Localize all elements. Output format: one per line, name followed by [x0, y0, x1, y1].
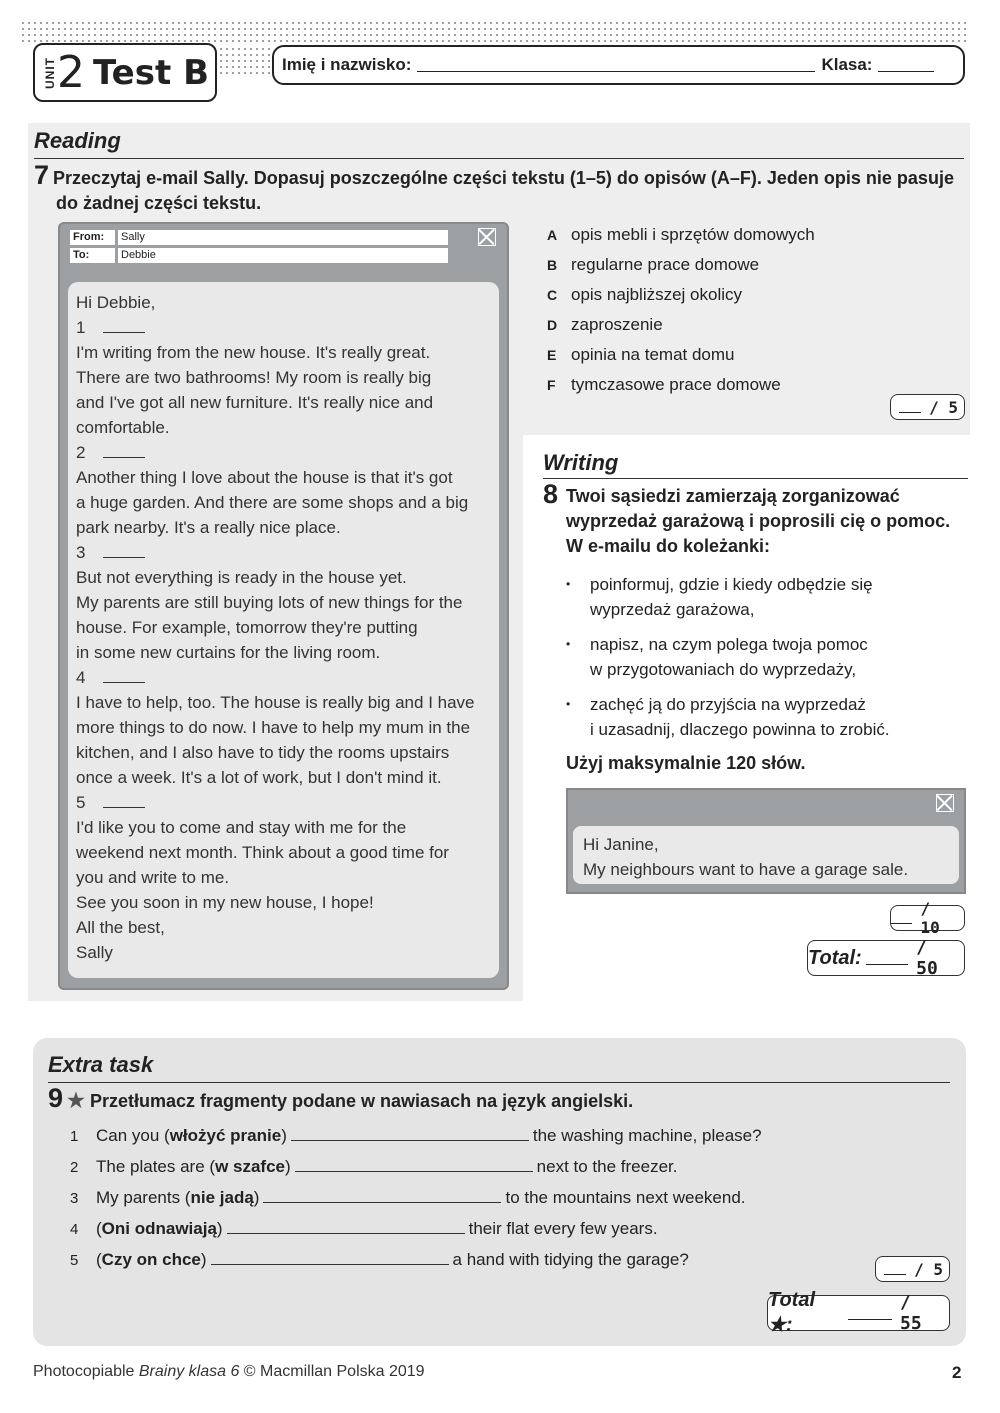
email-line: and I've got all new furniture. It's really nice and	[76, 393, 434, 412]
from-field: Sally	[118, 230, 448, 245]
email-line: I have to help, too. The house is really big and I have	[76, 693, 475, 712]
instruction-line: W e-mailu do koleżanki:	[566, 536, 771, 556]
polish-phrase: Czy on chce	[101, 1250, 201, 1269]
bullet-line: i uzasadnij, dlaczego powinna to zrobić.	[590, 720, 890, 739]
item-paren: )	[281, 1126, 287, 1145]
total-label: Total:	[808, 946, 862, 969]
score-max: / 5	[914, 1259, 943, 1279]
item-number: 4	[70, 1221, 79, 1238]
bullet-item	[566, 632, 966, 682]
bullet-line: • napisz, na czym polega twoja pomoc	[590, 635, 868, 654]
unit-badge	[33, 43, 217, 102]
part-number: 2	[76, 443, 86, 462]
writing-bullets	[566, 572, 966, 752]
instruction-line: wyprzedaż garażową i poprosili cię o pomoc.	[566, 511, 951, 531]
total-box	[767, 1289, 950, 1336]
item-suffix: to the mountains next weekend.	[505, 1188, 746, 1207]
from-label: From:	[70, 230, 115, 245]
answer-line[interactable]	[263, 1193, 501, 1203]
student-info-box	[272, 45, 965, 85]
part-number: 5	[76, 793, 86, 812]
option-item	[547, 340, 815, 370]
item-paren: )	[216, 1219, 223, 1238]
bullet-item	[566, 692, 966, 742]
total-max: / 55	[900, 1292, 922, 1334]
divider	[48, 1082, 950, 1083]
footer-text: Photocopiable	[33, 1363, 139, 1380]
answer-line[interactable]	[291, 1131, 529, 1141]
bullet-item	[566, 572, 966, 622]
email-line: more things to do now. I have to help my mum in the	[76, 718, 471, 737]
item-prefix: (	[96, 1250, 102, 1269]
part-number-row	[76, 315, 491, 340]
option-text: tymczasowe prace domowe	[571, 375, 781, 394]
polish-phrase: w szafce	[215, 1157, 285, 1176]
score-box	[890, 899, 965, 937]
unit-label: UNIT	[43, 56, 57, 89]
footer-text: © Macmillan Polska 2019	[239, 1363, 425, 1380]
option-letter: E	[547, 347, 557, 363]
polish-phrase: włożyć pranie	[169, 1126, 282, 1145]
part-number-row	[76, 790, 491, 815]
email-line: My neighbours want to have a garage sale.	[583, 860, 909, 879]
name-label: Imię i nazwisko:	[282, 55, 412, 74]
task-7-instruction	[34, 160, 954, 216]
answer-blank[interactable]	[103, 673, 145, 683]
instruction-text: Przetłumacz fragmenty podane w nawiasach na język angielski.	[89, 1091, 634, 1111]
extra-heading: Extra task	[48, 1052, 154, 1077]
translation-items	[70, 1121, 762, 1276]
total-box	[807, 937, 965, 979]
translation-item	[70, 1245, 762, 1276]
translation-item	[70, 1183, 762, 1214]
email-line: comfortable.	[76, 418, 170, 437]
close-icon[interactable]	[478, 228, 496, 246]
name-field[interactable]	[417, 58, 815, 72]
closing-line: Sally	[76, 943, 113, 962]
option-text: regularne prace domowe	[571, 255, 760, 274]
email-line: My parents are still buying lots of new things for the	[76, 593, 463, 612]
item-prefix: The plates are (	[96, 1157, 216, 1176]
email-line: I'd like you to come and stay with me for the	[76, 818, 407, 837]
item-number: 2	[70, 1159, 79, 1176]
item-paren: )	[285, 1157, 291, 1176]
option-text: opinia na temat domu	[571, 345, 735, 364]
option-text: opis najbliższej okolicy	[571, 285, 743, 304]
option-letter: C	[547, 287, 558, 303]
option-item	[547, 220, 815, 250]
email-line: in some new curtains for the living room.	[76, 643, 381, 662]
book-title: Brainy klasa 6	[138, 1363, 240, 1380]
translation-item	[70, 1214, 762, 1245]
task-8-instruction	[543, 479, 951, 559]
to-field: Debbie	[118, 248, 448, 263]
test-title: Test B	[93, 52, 209, 93]
email-line: Another thing I love about the house is that it's got	[76, 468, 453, 487]
item-paren: )	[253, 1188, 260, 1207]
email-line: house. For example, tomorrow they're putting	[76, 618, 418, 637]
option-item	[547, 280, 815, 310]
divider	[543, 478, 968, 479]
email-line: a huge garden. And there are some shops and a big	[76, 493, 469, 512]
task-9-instruction	[48, 1083, 634, 1114]
email-line: I'm writing from the new house. It's really great.	[76, 343, 431, 362]
part-number-row	[76, 540, 491, 565]
total-max: / 50	[916, 937, 938, 979]
page-number: 2	[952, 1363, 962, 1382]
option-item	[547, 370, 815, 400]
email-line: Hi Janine,	[583, 835, 659, 854]
bullet-line: wyprzedaż garażowa,	[590, 600, 755, 619]
answer-line[interactable]	[227, 1224, 465, 1234]
item-paren: )	[200, 1250, 207, 1269]
translation-item	[70, 1121, 762, 1152]
option-item	[547, 250, 815, 280]
item-suffix: their flat every few years.	[468, 1219, 658, 1238]
email-line: you and write to me.	[76, 868, 230, 887]
to-label: To:	[70, 248, 115, 263]
reply-email-body[interactable]	[573, 826, 959, 884]
word-limit: Użyj maksymalnie 120 słów.	[566, 753, 806, 773]
options-list	[547, 220, 815, 400]
footer-copyright	[33, 1363, 425, 1381]
translation-item	[70, 1152, 762, 1183]
email-line: kitchen, and I also have to tidy the rooms upstairs	[76, 743, 450, 762]
score-max: / 5	[929, 397, 958, 417]
star-icon: ★	[67, 1090, 85, 1112]
answer-blank[interactable]	[103, 323, 145, 333]
close-icon[interactable]	[936, 794, 954, 812]
bullet-line: • poinformuj, gdzie i kiedy odbędzie się	[590, 575, 873, 594]
option-letter: D	[547, 317, 558, 333]
score-box	[890, 394, 965, 420]
instruction-line: Twoi sąsiedzi zamierzają zorganizować	[566, 486, 900, 506]
option-text: zaproszenie	[571, 315, 663, 334]
answer-line[interactable]	[211, 1255, 449, 1265]
task-number: 8	[543, 479, 559, 509]
divider	[34, 158, 964, 159]
part-number-row	[76, 440, 491, 465]
item-prefix: Can you (	[96, 1126, 170, 1145]
bullet-line: • zachęć ją do przyjścia na wyprzedaż	[590, 695, 866, 714]
answer-blank[interactable]	[103, 448, 145, 458]
score-box	[875, 1256, 950, 1282]
option-text: opis mebli i sprzętów domowych	[571, 225, 815, 244]
reading-heading: Reading	[34, 128, 121, 153]
email-line: There are two bathrooms! My room is really big	[76, 368, 432, 387]
decorative-dots	[218, 46, 274, 78]
answer-blank[interactable]	[103, 548, 145, 558]
option-letter: F	[547, 377, 556, 393]
reply-email-window	[566, 788, 966, 894]
email-line: weekend next month. Think about a good time for	[76, 843, 449, 862]
unit-number: 2	[57, 46, 85, 98]
email-body	[68, 282, 499, 978]
option-item	[547, 310, 815, 340]
item-number: 1	[70, 1128, 79, 1145]
part-number-row	[76, 665, 491, 690]
score-max: / 10	[920, 899, 940, 937]
email-line: once a week. It's a lot of work, but I don't mind it.	[76, 768, 442, 787]
greeting: Hi Debbie,	[76, 293, 156, 312]
task-number: 7	[34, 160, 50, 190]
polish-phrase: nie jadą	[190, 1188, 254, 1207]
option-letter: A	[547, 227, 558, 243]
writing-heading: Writing	[543, 450, 619, 475]
class-label: Klasa:	[821, 55, 873, 74]
answer-line[interactable]	[295, 1162, 533, 1172]
task-number: 9	[48, 1083, 64, 1113]
part-number: 1	[76, 318, 86, 337]
item-suffix: next to the freezer.	[536, 1157, 678, 1176]
item-suffix: a hand with tidying the garage?	[452, 1250, 689, 1269]
polish-phrase: Oni odnawiają	[101, 1219, 217, 1238]
option-letter: B	[547, 257, 558, 273]
email-window	[58, 222, 509, 990]
item-number: 5	[70, 1252, 79, 1269]
class-field[interactable]	[878, 58, 934, 72]
answer-blank[interactable]	[103, 798, 145, 808]
bullet-line: w przygotowaniach do wyprzedaży,	[590, 660, 857, 679]
item-number: 3	[70, 1190, 79, 1207]
closing-line: All the best,	[76, 918, 165, 937]
email-line: But not everything is ready in the house yet.	[76, 568, 407, 587]
closing-line: See you soon in my new house, I hope!	[76, 893, 374, 912]
item-prefix: My parents (	[96, 1188, 191, 1207]
item-suffix: the washing machine, please?	[532, 1126, 762, 1145]
instruction-text: Przeczytaj e-mail Sally. Dopasuj poszczególne części tekstu (1–5) do opisów (A–F). Jeden opis nie pasuje do żadnej części tekstu.	[53, 168, 954, 213]
part-number: 4	[76, 668, 86, 687]
item-prefix: (	[96, 1219, 102, 1238]
total-label: Total ★:	[767, 1289, 816, 1336]
email-line: park nearby. It's a really nice place.	[76, 518, 341, 537]
part-number: 3	[76, 543, 86, 562]
